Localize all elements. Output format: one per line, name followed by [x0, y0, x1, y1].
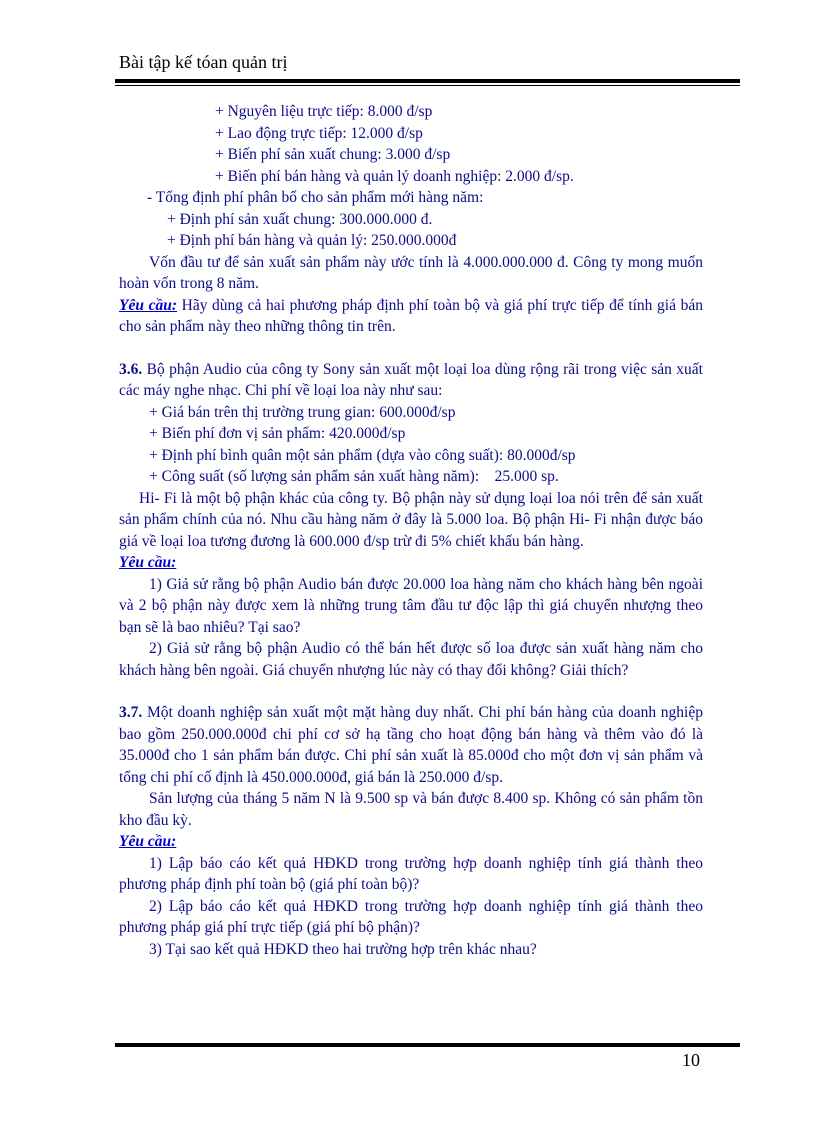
cost-item: + Giá bán trên thị trường trung gian: 600.000đ/sp [149, 403, 456, 421]
exercise-3-6 [119, 359, 703, 682]
requirement-label: Yêu cầu: [119, 554, 177, 571]
output-paragraph: Sản lượng của tháng 5 năm N là 9.500 sp và bán được 8.400 sp. Không có sản phẩm tồn kho đầu kỳ. [119, 790, 703, 829]
section-prev [119, 101, 703, 338]
question-2: 2) Giả sử rằng bộ phận Audio có thể bán hết được số loa được sản xuất hàng năm cho khách hàng bên ngoài. Giá chuyển nhượng lúc này có thay đổi không? Giải thích? [119, 640, 703, 679]
question-3: 3) Tại sao kết quả HĐKD theo hai trường hợp trên khác nhau? [149, 940, 537, 958]
exercise-3-7 [119, 702, 703, 960]
requirement-paragraph [119, 295, 703, 338]
cost-item: + Biến phí đơn vị sản phẩm: 420.000đ/sp [149, 425, 406, 442]
hifi-paragraph: Hi- Fi là một bộ phận khác của công ty. Bộ phận này sử dụng loại loa nói trên để sản xuất sản phẩm chính của nó. Nhu cầu hàng năm ở đây là 5.000 loa. Bộ phận Hi- Fi nhận được báo giá về loại loa tương đương là 600.000 đ/sp trừ đi 5% chiết khấu bán hàng. [119, 489, 703, 550]
fixed-item: + Định phí sản xuất chung: 300.000.000 đ. [167, 210, 433, 228]
cost-item: + Công suất (số lượng sản phẩm sản xuất hàng năm): 25.000 sp. [149, 468, 559, 485]
investment-paragraph: Vốn đầu tư để sản xuất sản phẩm này ước tính là 4.000.000.000 đ. Công ty mong muốn hoàn vốn trong 8 năm. [119, 253, 703, 292]
header-rule-thin [115, 85, 740, 86]
exercise-intro-text: Bộ phận Audio của công ty Sony sản xuất một loại loa dùng rộng rãi trong việc sản xuất các máy nghe nhạc. Chi phí về loại loa này như sau: [119, 360, 703, 399]
question-1: 1) Giả sử rằng bộ phận Audio bán được 20.000 loa hàng năm cho khách hàng bên ngoài và 2 bộ phận này được xem là những trung tâm đầu tư độc lập thì giá chuyển nhượng theo bạn sẽ là bao nhiêu? Tại sao? [119, 575, 703, 636]
requirement-label: Yêu cầu: [119, 833, 177, 850]
header-rule [115, 79, 740, 83]
exercise-intro [119, 702, 703, 788]
cost-item: + Biến phí sản xuất chung: 3.000 đ/sp [215, 146, 451, 163]
fixed-item: + Định phí bán hàng và quản lý: 250.000.000đ [167, 232, 457, 249]
fixed-heading: - Tổng định phí phân bổ cho sản phẩm mới hàng năm: [147, 189, 484, 206]
page-number: 10 [682, 1050, 700, 1070]
page-content [119, 101, 703, 960]
cost-item: + Lao động trực tiếp: 12.000 đ/sp [215, 124, 423, 142]
exercise-intro-text: Một doanh nghiệp sản xuất một mặt hàng duy nhất. Chi phí bán hàng của doanh nghiệp bao gồm 250.000.000đ chi phí cơ sở hạ tầng cho hoạt động bán hàng và thêm vào đó là 35.000đ cho 1 sản phẩm bán được. Chi phí sản xuất là 85.000đ cho một đơn vị sản phẩm và tổng chi phí cố định là 450.000.000đ, giá bán là 250.000 đ/sp. [119, 704, 703, 786]
cost-item: + Biến phí bán hàng và quản lý doanh nghiệp: 2.000 đ/sp. [215, 167, 574, 185]
cost-item: + Nguyên liệu trực tiếp: 8.000 đ/sp [215, 103, 433, 120]
question-2: 2) Lập báo cáo kết quả HĐKD trong trường hợp doanh nghiệp tính giá thành theo phương pháp giá phí trực tiếp (giá phí bộ phận)? [119, 897, 703, 936]
exercise-number: 3.7. [119, 704, 143, 721]
exercise-intro [119, 359, 703, 402]
exercise-number: 3.6. [119, 360, 143, 378]
requirement-label: Yêu cầu: [119, 296, 177, 314]
footer-rule [115, 1043, 740, 1047]
header-title: Bài tập kế tóan quản trị [119, 52, 288, 72]
question-1: 1) Lập báo cáo kết quả HĐKD trong trường hợp doanh nghiệp tính giá thành theo phương pháp định phí toàn bộ (giá phí toàn bộ)? [119, 854, 703, 893]
requirement-text: Hãy dùng cả hai phương pháp định phí toàn bộ và giá phí trực tiếp để tính giá bán cho sản phẩm này theo những thông tin trên. [119, 296, 703, 335]
cost-item: + Định phí bình quân một sản phẩm (dựa vào công suất): 80.000đ/sp [149, 446, 576, 464]
